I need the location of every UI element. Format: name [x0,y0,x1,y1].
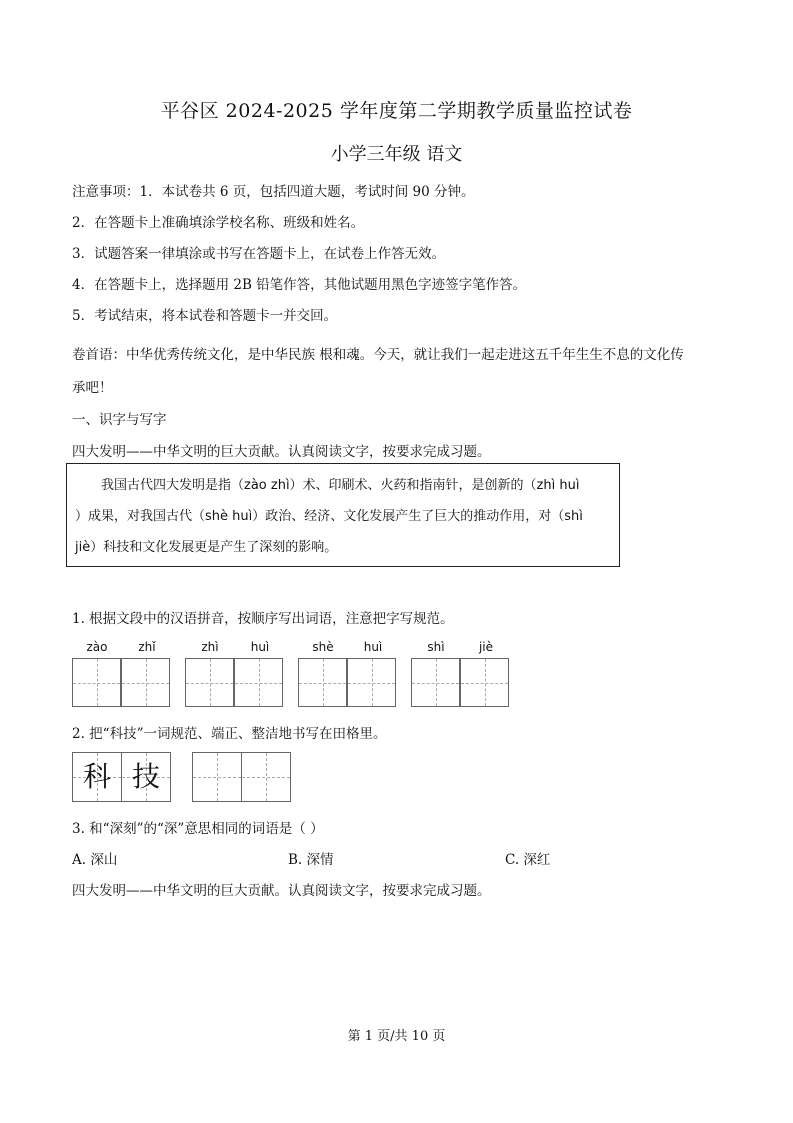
note-line: 3．试题答案一律填涂或书写在答题卡上，在试卷上作答无效。 [72,246,446,262]
section-intro: 四大发明——中华文明的巨大贡献。认真阅读文字，按要求完成习题。 [72,883,491,899]
model-char-cell [121,752,171,802]
note-line: 5．考试结束，将本试卷和答题卡一并交回。 [72,308,338,324]
model-char: 技 [131,760,160,793]
pinyin-label: jiè [478,640,494,654]
passage-line: 我国古代四大发明是指（zào zhì）术、印刷术、火药和指南针，是创新的（zhì huì [101,478,580,493]
section-heading: 一、识字与写字 [72,412,167,428]
pinyin-label: zhì [201,640,219,654]
question-3: 3. 和“深刻”的“深”意思相同的词语是（ ） [72,821,324,837]
section-intro: 四大发明——中华文明的巨大贡献。认真阅读文字，按要求完成习题。 [72,444,491,460]
pinyin-label: huì [363,640,383,654]
model-char-cell [72,752,122,802]
pinyin-label: huì [250,640,270,654]
note-line: 注意事项：1．本试卷共 6 页，包括四道大题，考试时间 90 分钟。 [72,184,475,200]
preface-line: 卷首语：中华优秀传统文化，是中华民族 根和魂。今天，就让我们一起走进这五千年生生不息的文化传 [72,347,684,363]
writing-grid-cell[interactable] [72,658,121,707]
pinyin-label: shì [427,640,445,654]
exam-title: 平谷区 2024-2025 学年度第二学期教学质量监控试卷 [160,100,633,122]
writing-grid-cell[interactable] [234,658,283,707]
question-1: 1. 根据文段中的汉语拼音，按顺序写出词语，注意把字写规范。 [72,611,454,627]
writing-grid-cell[interactable] [192,752,242,802]
question-2: 2. 把“科技”一词规范、端正、整洁地书写在田格里。 [72,726,387,742]
exam-subtitle: 小学三年级 语文 [330,144,463,165]
writing-grid-cell[interactable] [241,752,291,802]
option-a[interactable]: A. 深山 [72,852,118,868]
pinyin-label: zhǐ [138,640,156,654]
writing-grid-cell[interactable] [298,658,347,707]
note-line: 2．在答题卡上准确填涂学校名称、班级和姓名。 [72,215,365,231]
reading-passage [66,463,620,567]
page-footer: 第 1 页/共 10 页 [347,1029,446,1044]
passage-line: jiè）科技和文化发展更是产生了深刻的影响。 [75,540,338,555]
option-b[interactable]: B. 深情 [288,852,334,868]
model-char: 科 [82,760,111,793]
pinyin-label: shè [312,640,334,654]
option-c[interactable]: C. 深红 [505,852,551,868]
writing-grid-cell[interactable] [121,658,170,707]
passage-line: ）成果，对我国古代（shè huì）政治、经济、文化发展产生了巨大的推动作用，对（shì [75,509,583,524]
writing-grid-cell[interactable] [185,658,234,707]
writing-grid-cell[interactable] [411,658,460,707]
writing-grid-cell[interactable] [460,658,509,707]
writing-grid-cell[interactable] [347,658,396,707]
note-line: 4．在答题卡上，选择题用 2B 铅笔作答，其他试题用黑色字迹签字笔作答。 [72,277,527,293]
preface-line: 承吧！ [72,380,113,396]
pinyin-label: zào [86,640,108,654]
